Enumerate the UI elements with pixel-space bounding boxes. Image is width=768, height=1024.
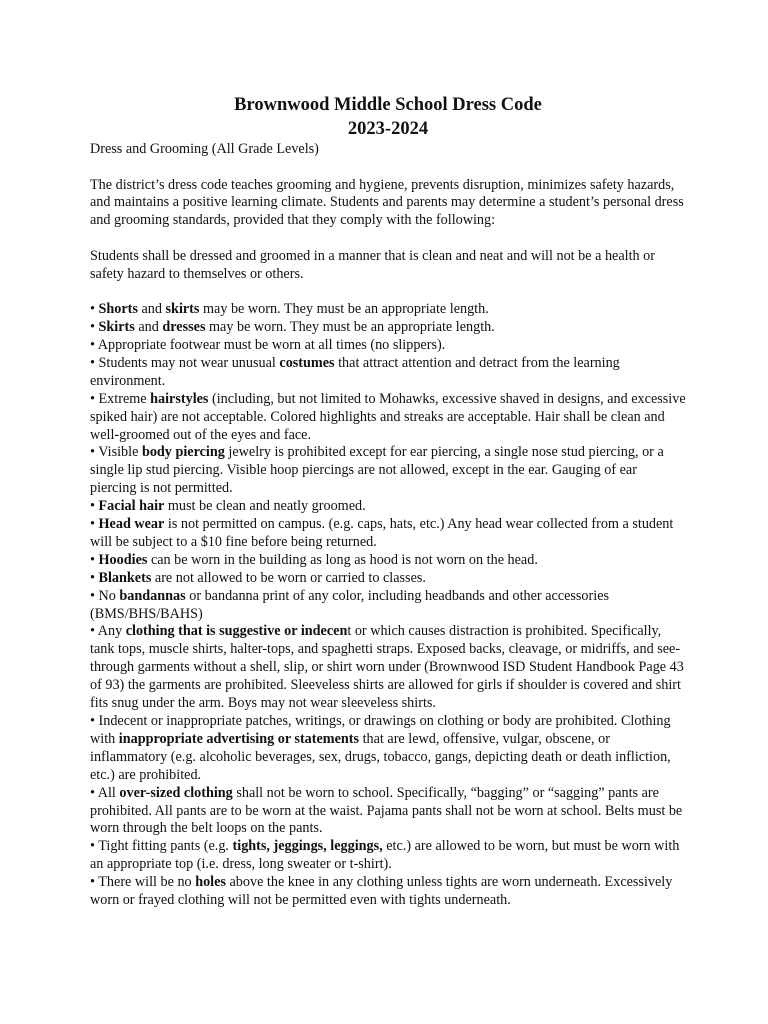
spacer	[90, 283, 686, 301]
list-item-text: • Visible	[90, 444, 142, 461]
bold-term: Blankets	[98, 569, 152, 586]
list-item-text: must be clean and neatly groomed.	[164, 498, 366, 515]
list-item-text: • Appropriate footwear must be worn at all times (no slippers).	[90, 336, 446, 353]
bold-term: bandannas	[119, 587, 186, 604]
list-item-text: may be worn. They must be an appropriate length.	[205, 319, 495, 336]
list-item-text: is not permitted on campus. (e.g. caps, hats, etc.) Any head wear collected from a student will be subject to a $10 fine before being returned.	[90, 516, 674, 550]
list-item	[90, 319, 686, 337]
list-item-text: t or which causes distraction is prohibited. Specifically, tank tops, muscle shirts, halter-tops, and spaghetti straps. Exposed backs, cleavage, or midriffs, and see-through garments without a shell, slip, or shirt worn under (Brownwood ISD Student Handbook Page 43 of 93) the garments are prohibited. Sleeveless shirts are allowed for girls if shoulder is covered and shirt fits snug under the arm. Boys may not wear sleeveless shirts.	[90, 623, 684, 712]
list-item-text: and	[134, 319, 163, 336]
list-item-text: or bandanna print of any color, including headbands and other accessories (BMS/BHS/BAHS)	[90, 587, 610, 622]
bold-term: Facial hair	[98, 498, 165, 515]
list-item-text: and	[137, 301, 166, 318]
bold-term: over-sized clothing	[119, 784, 233, 801]
spacer	[90, 230, 686, 248]
bold-term: tights, jeggings, leggings,	[232, 838, 383, 855]
list-item-text: • Indecent or inappropriate patches, writings, or drawings on clothing or body are prohibited. Clothing with	[90, 713, 671, 747]
bold-term: dresses	[162, 319, 206, 336]
list-item	[90, 301, 686, 319]
list-item-text: •	[90, 498, 99, 515]
list-item	[90, 838, 686, 874]
bold-term: hairstyles	[150, 390, 209, 407]
list-item	[90, 785, 686, 839]
section-subtitle: Dress and Grooming (All Grade Levels)	[90, 141, 319, 157]
bold-term: body piercing	[141, 444, 225, 461]
list-item-text: • Extreme	[90, 390, 151, 407]
list-item-text: are not allowed to be worn or carried to classes.	[151, 569, 426, 586]
list-item-text: • There will be no	[90, 874, 196, 891]
bold-term: Shorts	[98, 301, 138, 318]
list-item-text: •	[90, 301, 99, 318]
list-item-text: • Students may not wear unusual	[90, 354, 280, 371]
list-item-text: can be worn in the building as long as hood is not worn on the head.	[147, 551, 538, 568]
list-item-text: (including, but not limited to Mohawks, excessive shaved in designs, and excessive spiked hair) are not acceptable. Colored highlights and streaks are acceptable. Hair shall be clean and well-groomed out of the eyes and face.	[90, 390, 686, 443]
list-item	[90, 516, 686, 552]
bold-term: Head wear	[98, 516, 165, 533]
list-item-text: that attract attention and detract from the learning environment.	[90, 354, 620, 389]
document-year: 2023-2024	[347, 119, 429, 139]
list-item-text: etc.) are allowed to be worn, but must be worn with an appropriate top (i.e. dress, long sweater or t-shirt).	[90, 838, 680, 873]
list-item-text: • All	[90, 784, 120, 801]
list-item	[90, 444, 686, 498]
spacer	[90, 159, 686, 177]
list-item	[90, 623, 686, 713]
list-item	[90, 355, 686, 391]
list-item-text: shall not be worn to school. Specifically, “bagging” or “sagging” pants are prohibited. All pants are to be worn at the waist. Pajama pants shall not be worn at school. Belts must be worn through the belt loops on the pants.	[90, 784, 683, 837]
list-item	[90, 391, 686, 445]
list-item-text: jewelry is prohibited except for ear piercing, a single nose stud piercing, or a single lip stud piercing. Visible hoop piercings are not allowed, except in the ear. Gauging of ear piercing is not permitted.	[90, 444, 664, 497]
bold-term: clothing that is suggestive or indecen	[125, 623, 348, 640]
list-item	[90, 337, 686, 355]
list-item-text: that are lewd, offensive, vulgar, obscene, or inflammatory (e.g. alcoholic beverages, sex, drugs, tobacco, gangs, depicting death or death infliction, etc.) are prohibited.	[90, 730, 671, 783]
list-item-text: may be worn. They must be an appropriate length.	[199, 301, 489, 318]
bold-term: holes	[195, 874, 226, 891]
bold-term: skirts	[165, 301, 200, 318]
dress-code-list	[90, 301, 686, 910]
list-item	[90, 874, 686, 910]
list-item	[90, 498, 686, 516]
bold-term: costumes	[279, 354, 335, 371]
document-page	[90, 93, 686, 910]
document-title: Brownwood Middle School Dress Code	[234, 95, 542, 115]
list-item-text: •	[90, 569, 99, 586]
list-item-text: •	[90, 516, 99, 533]
general-rule-paragraph: Students shall be dressed and groomed in a manner that is clean and neat and will not be a health or safety hazard to themselves or others.	[90, 247, 655, 282]
list-item-text: above the knee in any clothing unless tights are worn underneath. Excessively worn or frayed clothing will not be permitted even with tights underneath.	[90, 874, 673, 909]
list-item-text: •	[90, 319, 99, 336]
bold-term: Hoodies	[98, 551, 148, 568]
list-item-text: • Tight fitting pants (e.g.	[90, 838, 233, 855]
list-item-text: • No	[90, 587, 120, 604]
list-item	[90, 588, 686, 624]
list-item-text: • Any	[90, 623, 126, 640]
bold-term: inappropriate advertising or statements	[118, 730, 360, 747]
list-item	[90, 552, 686, 570]
list-item-text: •	[90, 551, 99, 568]
list-item	[90, 713, 686, 785]
list-item	[90, 570, 686, 588]
bold-term: Skirts	[98, 319, 135, 336]
intro-paragraph: The district’s dress code teaches grooming and hygiene, prevents disruption, minimizes safety hazards, and maintains a positive learning climate. Students and parents may determine a student’s personal dress and grooming standards, provided that they comply with the following:	[90, 176, 684, 229]
